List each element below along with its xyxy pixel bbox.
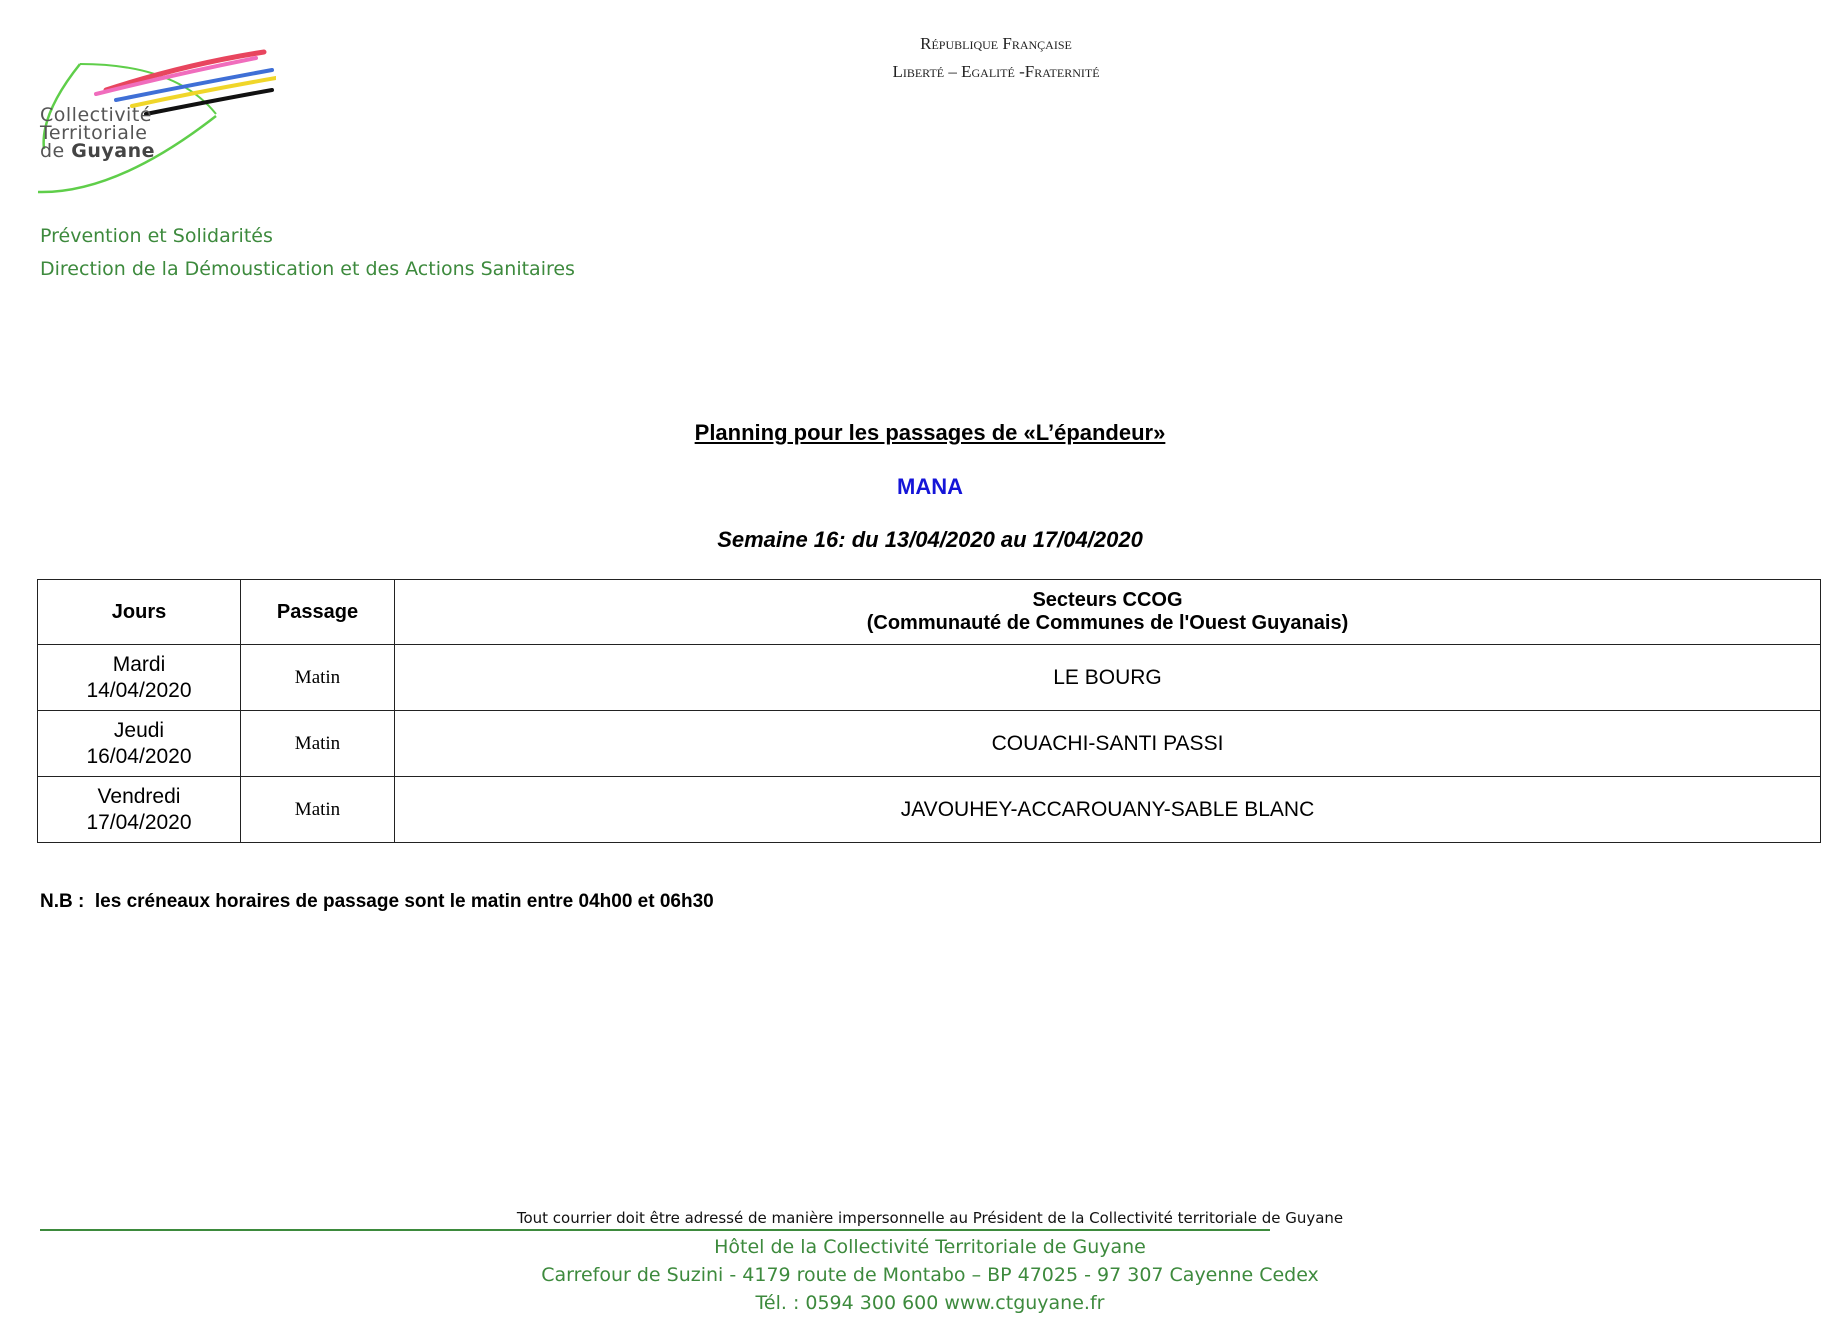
department-block: [40, 220, 575, 286]
logo-line-3: [40, 142, 155, 160]
week-range: Semaine 16: du 13/04/2020 au 17/04/2020: [717, 527, 1143, 552]
cell-day: [38, 645, 241, 711]
cell-sector: LE BOURG: [395, 645, 1821, 711]
day-name: Jeudi: [113, 718, 165, 742]
footer-line-2: Carrefour de Suzini - 4179 route de Montabo – BP 47025 - 97 307 Cayenne Cedex: [541, 1264, 1319, 1286]
day-date: 16/04/2020: [86, 744, 192, 768]
logo-line-3-prefix: de: [40, 140, 65, 162]
logo-line-1: Collectivité: [40, 104, 152, 126]
schedule-table: [37, 579, 1821, 843]
document-title: Planning pour les passages de «L’épandeur»: [694, 420, 1166, 445]
header-secteurs-line-2: (Communauté de Communes de l'Ouest Guyanais): [866, 612, 1349, 634]
header-passage: Passage: [241, 580, 395, 645]
logo-line-3-bold: Guyane: [71, 140, 156, 162]
footer-address: [0, 1233, 1832, 1317]
table-row: [38, 645, 1821, 711]
cell-passage: Matin: [241, 711, 395, 777]
footer-divider: [40, 1229, 1270, 1231]
header-jours: Jours: [38, 580, 241, 645]
footer-line-1: Hôtel de la Collectivité Territoriale de Guyane: [714, 1236, 1146, 1258]
cell-sector: JAVOUHEY-ACCAROUANY-SABLE BLANC: [395, 777, 1821, 843]
city-name: MANA: [897, 474, 963, 499]
table-row: [38, 777, 1821, 843]
header-secteurs: [395, 580, 1821, 645]
republic-header: [816, 30, 1176, 86]
header-secteurs-line-1: Secteurs CCOG: [1032, 589, 1183, 611]
department-line-2: Direction de la Démoustication et des Actions Sanitaires: [40, 258, 575, 280]
cell-passage: Matin: [241, 645, 395, 711]
table-row: [38, 711, 1821, 777]
cell-day: [38, 777, 241, 843]
cell-passage: Matin: [241, 777, 395, 843]
republic-line-2: Liberté – Egalité -Fraternité: [892, 62, 1100, 81]
schedule-note: N.B : les créneaux horaires de passage sont le matin entre 04h00 et 06h30: [40, 891, 714, 912]
cell-sector: COUACHI-SANTI PASSI: [395, 711, 1821, 777]
logo-text: [40, 106, 155, 160]
logo-line-2: Territoriale: [40, 122, 148, 144]
ctg-logo: [36, 44, 276, 214]
day-name: Mardi: [112, 652, 166, 676]
department-line-1: Prévention et Solidarités: [40, 225, 273, 247]
day-name: Vendredi: [97, 784, 181, 808]
table-header-row: [38, 580, 1821, 645]
republic-line-1: République Française: [920, 34, 1072, 53]
cell-day: [38, 711, 241, 777]
footer-line-3: Tél. : 0594 300 600 www.ctguyane.fr: [755, 1292, 1105, 1314]
day-date: 17/04/2020: [86, 810, 192, 834]
footer-note: Tout courrier doit être adressé de manière impersonnelle au Président de la Collectivité territoriale de Guyane: [516, 1209, 1344, 1227]
day-date: 14/04/2020: [86, 678, 192, 702]
